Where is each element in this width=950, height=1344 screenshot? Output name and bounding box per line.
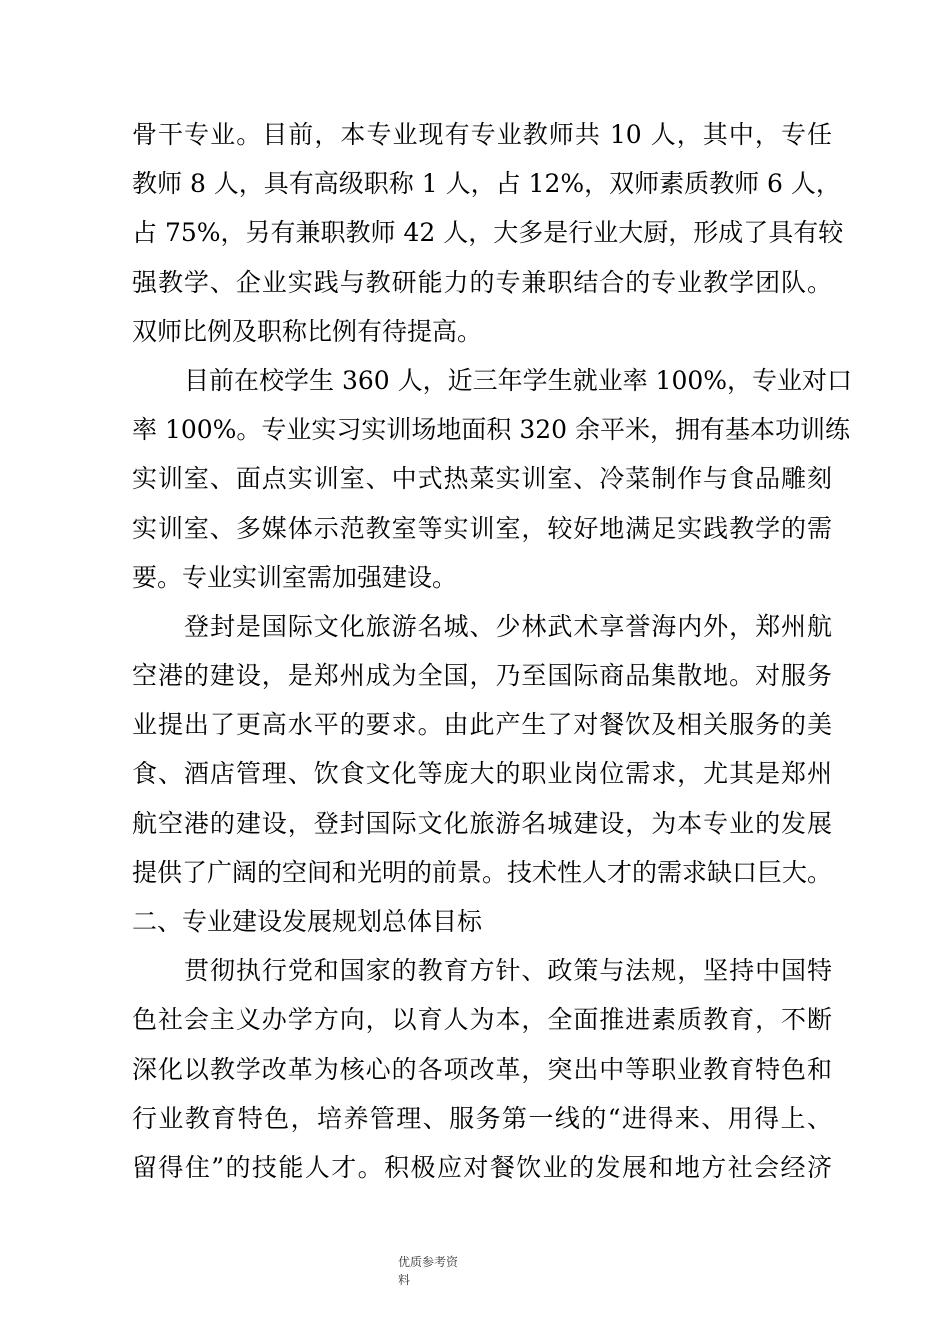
text-line: 骨干专业。目前，本专业现有专业教师共 10 人，其中，专任 <box>132 120 832 149</box>
footer-line: 优质参考资 <box>398 1255 459 1269</box>
text-line: 占 75%，另有兼职教师 42 人，大多是行业大厨，形成了具有较 <box>132 218 844 248</box>
text-line: 率 100%。专业实习实训场地面积 320 余平米，拥有基本功训练 <box>132 415 851 445</box>
text-line: 食、酒店管理、饮食文化等庞大的职业岗位需求，尤其是郑州 <box>132 759 832 789</box>
document-body <box>132 110 853 1192</box>
text-line: 实训室、多媒体示范教室等实训室，较好地满足实践教学的需 <box>132 513 832 543</box>
text-line: 强教学、企业实践与教研能力的专兼职结合的专业教学团队。 <box>132 267 832 297</box>
paragraph-faculty <box>132 110 844 356</box>
text-line: 色社会主义办学方向，以育人为本，全面推进素质教育，不断 <box>132 1005 832 1035</box>
text-line: 航空港的建设，登封国际文化旅游名城建设，为本专业的发展 <box>132 808 832 838</box>
paragraph-goals <box>132 946 832 1192</box>
section-heading <box>132 897 832 946</box>
footer-line: 料 <box>398 1273 411 1287</box>
text-line: 深化以教学改革为核心的各项改革，突出中等职业教育特色和 <box>132 1054 832 1084</box>
text-line: 登封是国际文化旅游名城、少林武术享誉海内外，郑州航 <box>184 611 832 641</box>
text-line: 行业教育特色，培养管理、服务第一线的“进得来、用得上、 <box>132 1103 832 1133</box>
text-line: 实训室、面点实训室、中式热菜实训室、冷菜制作与食品雕刻 <box>132 464 832 494</box>
text-line: 要。专业实训室需加强建设。 <box>132 562 458 592</box>
text-line: 业提出了更高水平的要求。由此产生了对餐饮及相关服务的美 <box>132 710 832 740</box>
paragraph-dengfeng <box>132 602 832 897</box>
text-line: 教师 8 人，具有高级职称 1 人，占 12%，双师素质教师 6 人， <box>132 169 841 199</box>
page-footer <box>398 1253 488 1289</box>
text-line: 贯彻执行党和国家的教育方针、政策与法规，坚持中国特 <box>184 956 832 986</box>
text-line: 目前在校学生 360 人，近三年学生就业率 100%，专业对口 <box>184 365 853 395</box>
text-line: 提供了广阔的空间和光明的前景。技术性人才的需求缺口巨大。 <box>132 857 833 887</box>
text-line: 留得住”的技能人才。积极应对餐饮业的发展和地方社会经济 <box>132 1152 832 1182</box>
text-line: 空港的建设，是郑州成为全国，乃至国际商品集散地。对服务 <box>132 661 832 691</box>
text-line: 双师比例及职称比例有待提高。 <box>132 316 483 346</box>
paragraph-students <box>132 356 853 602</box>
section-heading-text: 二、专业建设发展规划总体目标 <box>132 907 483 936</box>
